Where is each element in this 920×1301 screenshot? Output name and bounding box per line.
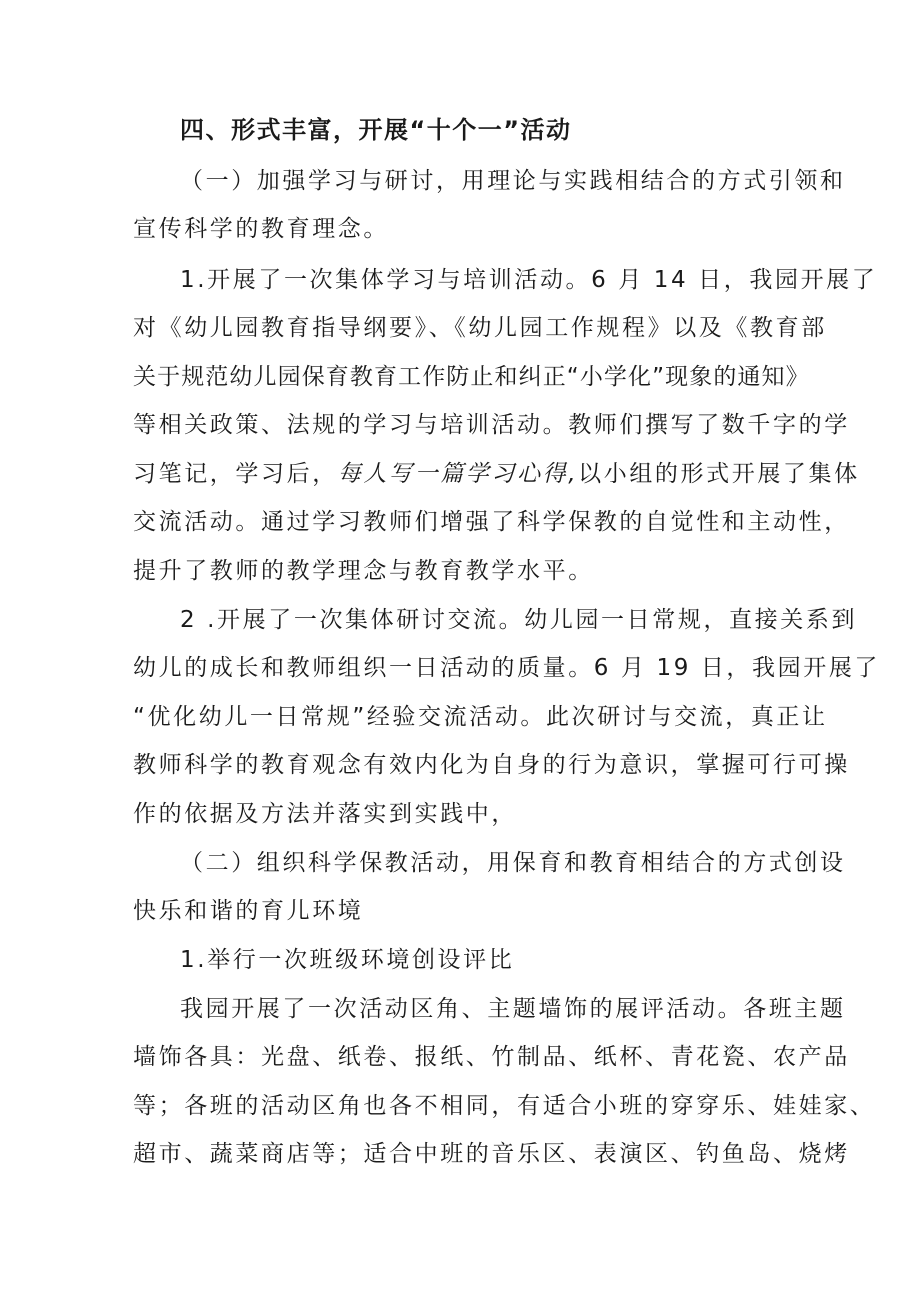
item-2-line-3: “优化幼儿一日常规”经验交流活动。此次研讨与交流，真正让	[133, 704, 828, 730]
item-3-title: 1.举行一次班级环境创设评比	[180, 947, 515, 973]
item-3-line-1: 我园开展了一次活动区角、主题墙饰的展评活动。各班主题	[180, 996, 846, 1022]
item-2-line-4: 教师科学的教育观念有效内化为自身的行为意识，掌握可行可操	[133, 752, 850, 778]
item-2-line-2: 幼儿的成长和教师组织一日活动的质量。6 月 19 日，我园开展了	[133, 655, 881, 681]
item-1-line-5-italic: 每人写一篇学习心得,	[337, 461, 579, 487]
subsection-2-title-line-2: 快乐和谐的育儿环境	[133, 898, 364, 924]
subsection-2-title-line-1: （二）组织科学保教活动，用保育和教育相结合的方式创设	[180, 850, 846, 876]
item-1-line-6: 交流活动。通过学习教师们增强了科学保教的自觉性和主动性，	[133, 509, 850, 535]
item-1-line-5	[0, 459, 920, 489]
item-3-line-2: 墙饰各具：光盘、纸卷、报纸、竹制品、纸杯、青花瓷、农产品	[133, 1044, 850, 1070]
item-2-line-1: 2 .开展了一次集体研讨交流。幼儿园一日常规，直接关系到	[180, 607, 858, 633]
item-1-line-5-end: 以小组的形式开展了集体	[578, 461, 860, 487]
item-1-line-5-start: 习笔记，学习后，	[133, 461, 338, 487]
subsection-1-title-line-2: 宣传科学的教育理念。	[133, 216, 389, 242]
item-1-line-7: 提升了教师的教学理念与教育教学水平。	[133, 558, 594, 584]
subsection-1-title-line-1: （一）加强学习与研讨，用理论与实践相结合的方式引领和	[180, 168, 846, 194]
item-3-line-4: 超市、蔬菜商店等；适合中班的音乐区、表演区、钓鱼岛、烧烤	[133, 1141, 850, 1167]
item-1-line-2: 对《幼儿园教育指导纲要》、《幼儿园工作规程》以及《教育部	[133, 315, 827, 341]
section-heading: 四、形式丰富，开展“十个一”活动	[180, 116, 572, 144]
item-1-line-1: 1.开展了一次集体学习与培训活动。6 月 14 日，我园开展了	[180, 267, 878, 293]
item-1-line-4: 等相关政策、法规的学习与培训活动。教师们撰写了数千字的学	[133, 412, 850, 438]
item-2-line-5: 作的依据及方法并落实到实践中，	[133, 801, 517, 827]
item-3-line-3: 等；各班的活动区角也各不相同，有适合小班的穿穿乐、娃娃家、	[133, 1093, 876, 1119]
item-1-line-3: 关于规范幼儿园保育教育工作防止和纠正“小学化”现象的通知》	[133, 364, 810, 390]
